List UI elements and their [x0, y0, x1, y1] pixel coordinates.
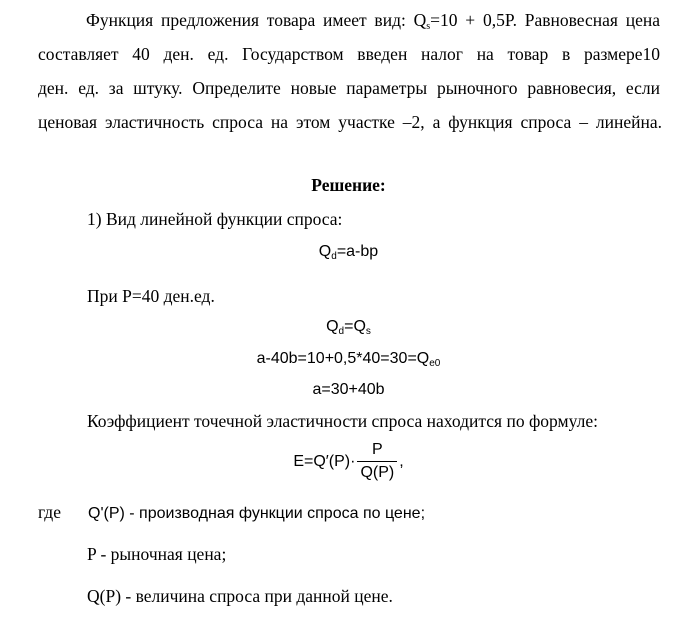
subscript: d: [338, 326, 345, 337]
fraction-numerator: P: [357, 440, 397, 462]
fraction-denominator: Q(P): [360, 464, 395, 481]
problem-text: Функция предложения товара имеет вид: Q: [86, 10, 427, 30]
subscript: s: [365, 326, 371, 337]
elasticity-intro: Коэффициент точечной эластичности спроса находится по формуле:: [87, 411, 598, 431]
formula-fraction: [357, 440, 397, 483]
problem-line-4: [38, 112, 662, 132]
calculation-line: [0, 349, 697, 369]
problem-text: составляет 40 ден. ед. Государством введен налог на товар в размере: [38, 44, 643, 64]
where-item-1: [88, 502, 425, 524]
where-item-3: Q(P) - величина спроса при данной цене.: [87, 586, 393, 606]
equilibrium-equation: [0, 317, 697, 337]
problem-text: 10: [642, 44, 660, 64]
price-condition: При P=40 ден.ед.: [87, 286, 215, 306]
step-1-text: 1) Вид линейной функции спроса:: [87, 209, 343, 229]
solution-heading: Решение:: [311, 175, 386, 195]
subscript: e0: [429, 358, 441, 369]
demand-function: [0, 242, 697, 262]
formula-comma: ,: [399, 452, 404, 470]
formula-text: =Q: [344, 318, 366, 335]
formula-text: =a-bp: [336, 243, 379, 260]
problem-text: ден. ед. за штуку. Определите новые параметры рыночного равновесия, если: [38, 78, 660, 98]
problem-line-3: [38, 78, 660, 98]
result-line: a=30+40b: [312, 381, 385, 398]
formula-text: a-40b=10+0,5*40=30=Q: [256, 350, 430, 367]
elasticity-formula: [0, 440, 697, 483]
where-label: где: [38, 502, 61, 522]
problem-text: =10 + 0,5P. Равновесная цена: [430, 10, 660, 30]
formula-text: Q: [318, 243, 332, 260]
problem-line-2: [38, 44, 660, 64]
subscript: d: [331, 251, 337, 262]
formula-left: E=Q′(P)·: [293, 452, 356, 470]
subscript: s: [426, 21, 431, 32]
formula-text: Q: [326, 318, 339, 335]
where-item-2: P - рыночная цена;: [87, 544, 227, 564]
problem-text: ценовая эластичность спроса на этом участке –2, а функция спроса – линейна.: [38, 112, 662, 132]
where-text: Q'(P) - производная функции спроса по цене;: [88, 505, 426, 522]
problem-line-1: [38, 10, 660, 30]
